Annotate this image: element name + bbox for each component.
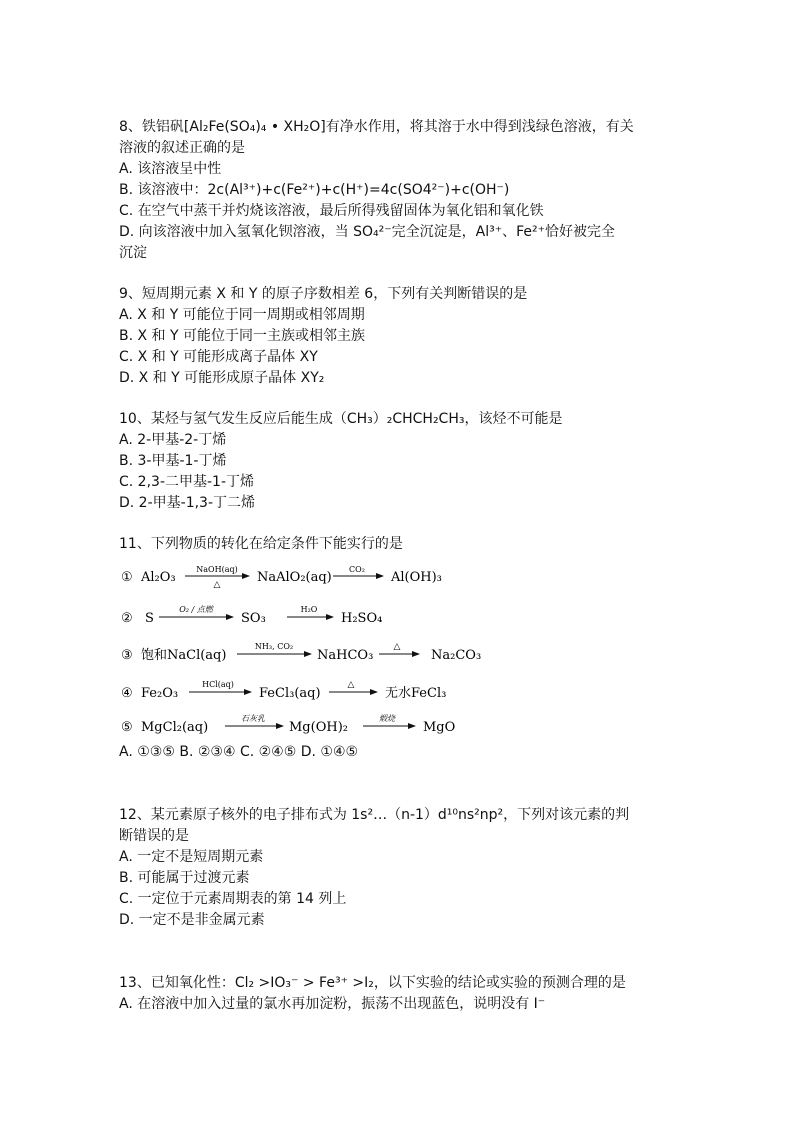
row5-start: MgCl₂(aq) (141, 720, 209, 735)
row2-start: S (145, 611, 154, 626)
row2-cond1: O₂ / 点燃 (179, 605, 213, 614)
row4-start: Fe₂O₃ (141, 686, 179, 701)
row4-middle: FeCl₃(aq) (259, 686, 321, 701)
row5-product: MgO (423, 720, 456, 735)
row1-cond1-below: △ (213, 580, 221, 590)
reaction-row-1 (121, 565, 442, 590)
row2-number: ② (121, 611, 133, 626)
reaction-row-5 (121, 714, 455, 735)
row5-cond1: 石灰乳 (241, 714, 265, 723)
row3-cond1: NH₃, CO₂ (254, 642, 294, 651)
reaction-row-2 (121, 605, 382, 626)
q8-option-d-line1: D. 向该溶液中加入氢氧化钡溶液，当 SO₄²⁻完全沉淀是，Al³⁺、Fe²⁺恰好被完全 (119, 224, 616, 240)
q9-option-b: B. X 和 Y 可能位于同一主族或相邻主族 (119, 328, 365, 344)
reaction-row-3 (121, 642, 481, 663)
row2-middle: SO₃ (241, 611, 266, 626)
q12-stem-line2: 断错误的是 (119, 828, 189, 844)
q11-options: A. ①③⑤ B. ②③④ C. ②④⑤ D. ①④⑤ (119, 744, 359, 760)
q10-option-b: B. 3-甲基-1-丁烯 (119, 453, 227, 469)
row4-number: ④ (121, 686, 133, 701)
row5-number: ⑤ (121, 720, 133, 735)
q12-option-b: B. 可能属于过渡元素 (119, 870, 250, 886)
q10-option-d: D. 2-甲基-1,3-丁二烯 (119, 495, 256, 511)
row5-middle: Mg(OH)₂ (289, 720, 348, 735)
q9-option-c: C. X 和 Y 可能形成离子晶体 XY (119, 349, 318, 365)
row3-middle: NaHCO₃ (317, 648, 374, 663)
q13-option-a: A. 在溶液中加入过量的氯水再加淀粉，振荡不出现蓝色，说明没有 I⁻ (119, 996, 546, 1012)
row4-cond1: HCl(aq) (202, 680, 234, 689)
row1-cond1: NaOH(aq) (196, 565, 238, 574)
q13-stem: 13、已知氧化性：Cl₂ >IO₃⁻ > Fe³⁺ >I₂，以下实验的结论或实验的预测合理的是 (119, 975, 626, 991)
q9-option-a: A. X 和 Y 可能位于同一周期或相邻周期 (119, 307, 365, 323)
q11-stem: 11、下列物质的转化在给定条件下能实行的是 (119, 536, 403, 552)
q10-stem: 10、某烃与氢气发生反应后能生成（CH₃）₂CHCH₂CH₃，该烃不可能是 (119, 411, 563, 427)
q8-stem-line2: 溶液的叙述正确的是 (119, 140, 245, 156)
q9-stem: 9、短周期元素 X 和 Y 的原子序数相差 6，下列有关判断错误的是 (119, 286, 528, 302)
row2-product: H₂SO₄ (341, 611, 383, 626)
q12-stem-line1: 12、某元素原子核外的电子排布式为 1s²…（n-1）d¹⁰ns²np²，下列对该元素的判 (119, 807, 630, 823)
row4-cond2: △ (347, 680, 355, 690)
q10-option-c: C. 2,3-二甲基-1-丁烯 (119, 474, 255, 490)
row1-cond2: CO₂ (349, 565, 365, 574)
row4-product: 无水FeCl₃ (385, 686, 447, 701)
row1-product: Al(OH)₃ (391, 570, 442, 585)
q8-option-c: C. 在空气中蒸干并灼烧该溶液，最后所得残留固体为氧化铝和氧化铁 (119, 203, 544, 219)
row3-cond2: △ (393, 642, 401, 652)
row2-cond2: H₂O (300, 605, 318, 614)
row3-number: ③ (121, 648, 133, 663)
q10-option-a: A. 2-甲基-2-丁烯 (119, 432, 227, 448)
row1-number: ① (121, 570, 133, 585)
q12-option-d: D. 一定不是非金属元素 (119, 912, 265, 928)
row3-product: Na₂CO₃ (431, 648, 482, 663)
row3-start: 饱和NaCl(aq) (141, 648, 227, 663)
reaction-row-4 (121, 680, 446, 701)
row1-start: Al₂O₃ (141, 570, 176, 585)
q12-option-a: A. 一定不是短周期元素 (119, 849, 264, 865)
q9-option-d: D. X 和 Y 可能形成原子晶体 XY₂ (119, 370, 325, 386)
q8-option-a: A. 该溶液呈中性 (119, 161, 222, 177)
q8-stem-line1: 8、铁铝矾[Al₂Fe(SO₄)₄ • XH₂O]有净水作用，将其溶于水中得到浅绿色溶液，有关 (119, 119, 634, 135)
row1-middle: NaAlO₂(aq) (257, 570, 332, 585)
q8-option-d-line2: 沉淀 (119, 245, 147, 261)
q8-option-b: B. 该溶液中：2c(Al³⁺)+c(Fe²⁺)+c(H⁺)=4c(SO4²⁻)+c(OH⁻) (119, 182, 510, 198)
row5-cond2: 煅烧 (379, 714, 395, 723)
q12-option-c: C. 一定位于元素周期表的第 14 列上 (119, 891, 347, 907)
q11-reaction-scheme (119, 563, 499, 741)
